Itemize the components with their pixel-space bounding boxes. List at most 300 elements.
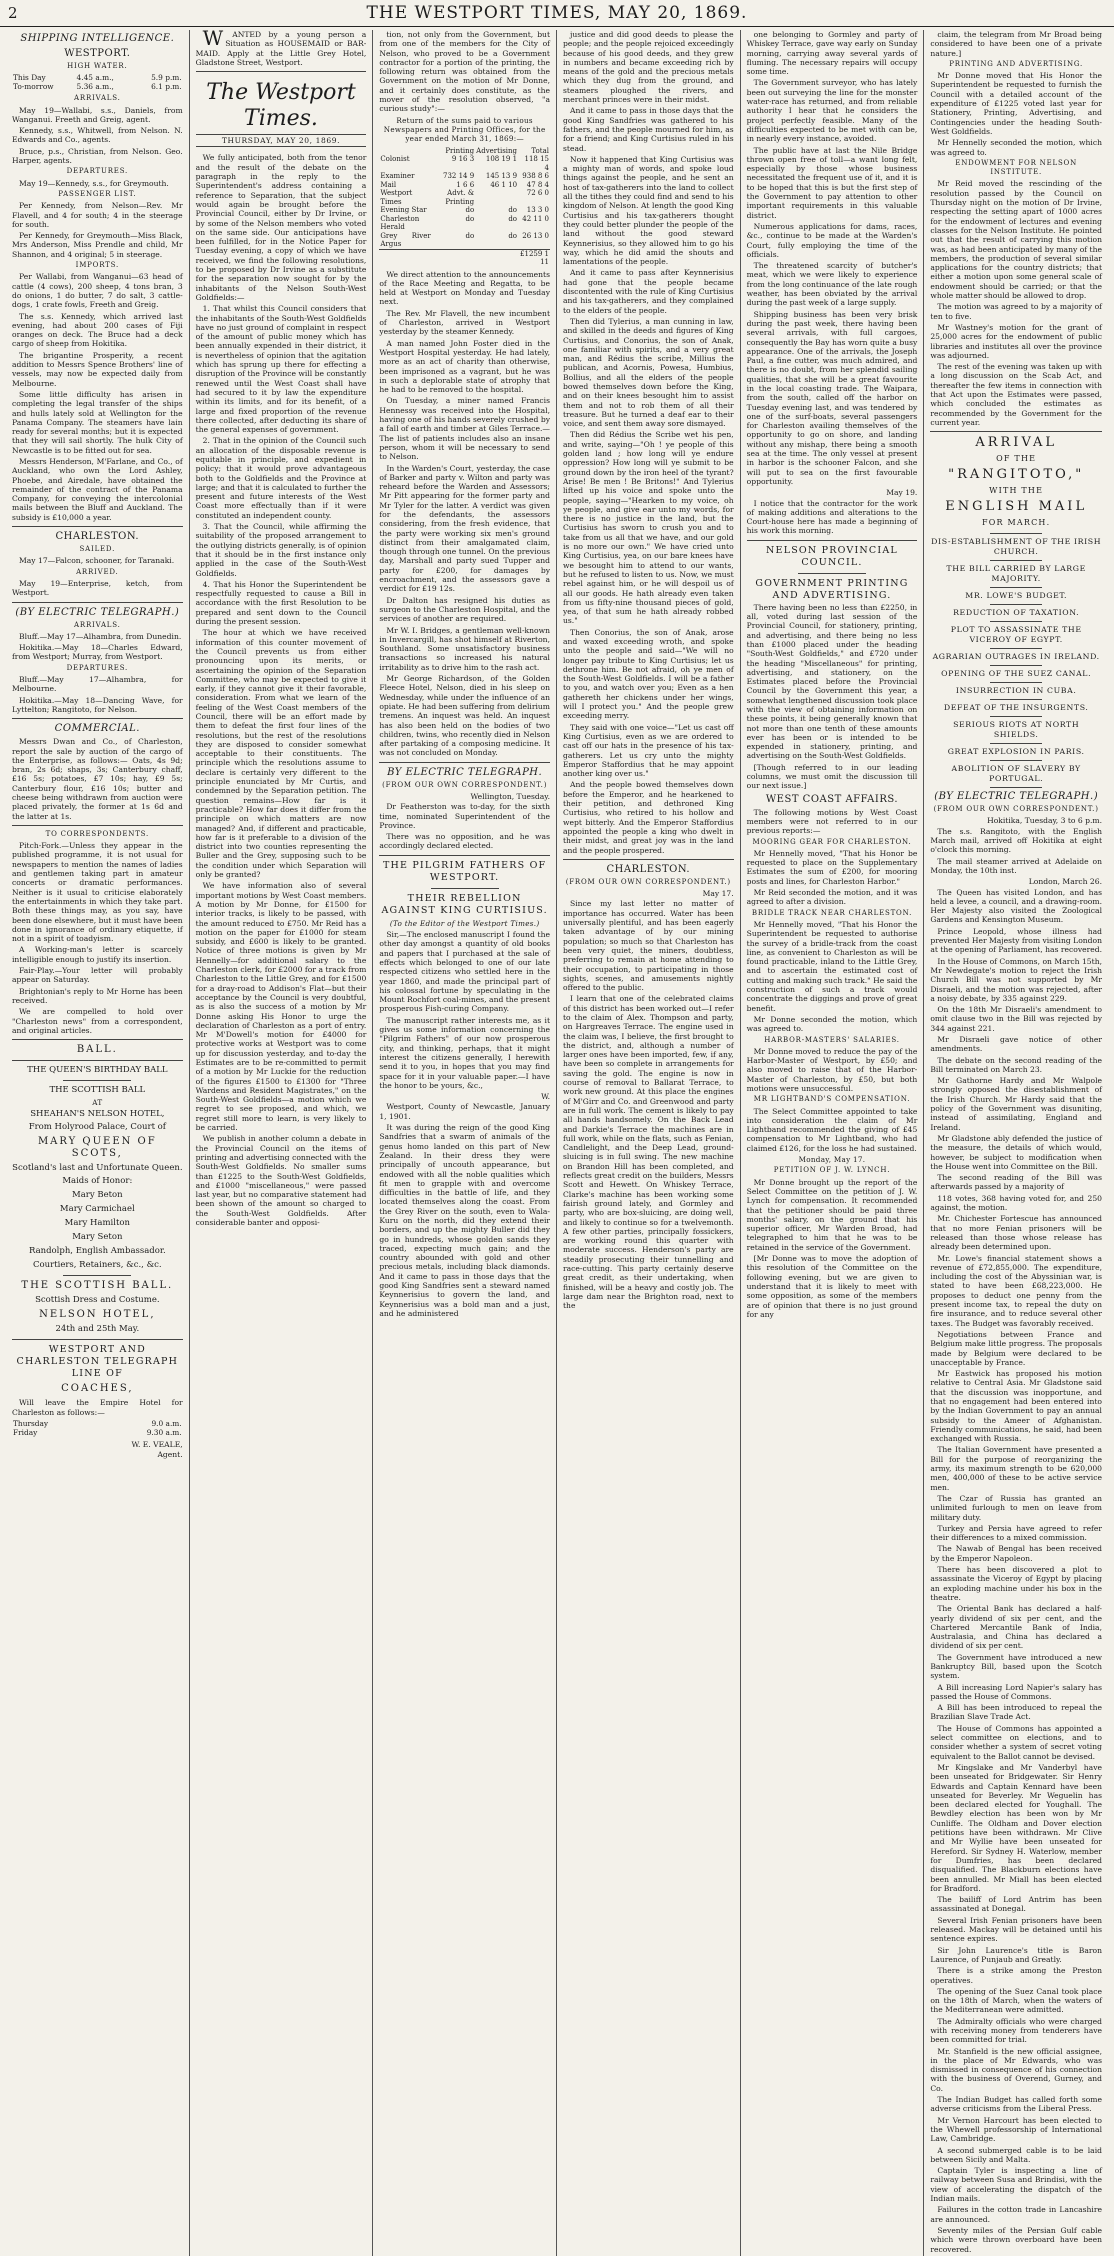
mail-para: The Queen has visited London, and has held a levee, a council, and a drawing-room. Her Majesty also visited the Zoological Gardens and Kensington Museum. <box>930 887 1102 925</box>
council-para: Mr Hennelly moved, "That his Honor the Superintendent be requested to authorise the survey of a bridle-track from the coast line, as convenient to Charleston as will be found practicable, inland to the Little Grey, and to ascertain the estimated cost of cutting and making such track." He said the construction of such a track would concentrate the diggings and prove of great benefit. <box>746 919 918 1013</box>
table-cell: 26 13 0 <box>522 231 549 240</box>
maid-name: Mary Carmichael <box>59 1204 135 1215</box>
table-total: £1259 1 11 <box>518 249 550 267</box>
arrival-heading: ARRIVAL <box>975 435 1057 451</box>
news-headline: MR. LOWE'S BUDGET. <box>965 591 1068 601</box>
table-row <box>379 206 550 215</box>
mail-para: The s.s. Rangitoto, with the English March mail, arrived off Hokitika at eight o'clock this morning. <box>930 826 1102 855</box>
news-headline: REDUCTION OF TAXATION. <box>953 608 1080 618</box>
council-para: The Select Committee appointed to take into consideration the claim of Mr Lightband recommended the giving of £45 compensation to Mr Lightband, who had claimed £126, for the loss he had sustained. <box>746 1106 918 1153</box>
import-item: The s.s. Kennedy, which arrived last evening, had about 200 cases of Fiji oranges on deck. The Bruce had a deck cargo of sheep from Hokitika. <box>12 311 183 349</box>
council-para: Mr Donne seconded the motion, which was agreed to. <box>746 1014 918 1034</box>
table-cell: 108 19 1 <box>485 155 518 164</box>
news-para: Mr W. I. Bridges, a gentleman well-known in Invercargill, has shot himself at Riverton, Southland. Some unsatisfactory business transactions so increased his natural irritability as to drive him to the rash act. <box>379 625 550 672</box>
table-row <box>379 155 550 172</box>
council-para: [Mr Donne was to move the adoption of this resolution of the Committee on the following evening, but we are given to understand that it is likely to meet with some opposition, as some of the members are of opinion that there is no just ground for any <box>746 1254 918 1319</box>
departures-heading: DEPARTURES. <box>66 167 129 176</box>
news-headline: GREAT EXPLOSION IN PARIS. <box>947 747 1085 757</box>
council-para: Mr Reid seconded the motion, and it was agreed to after a division. <box>746 888 918 907</box>
table-cell: 9 16 3 <box>451 155 475 164</box>
telegraph-place: Hokitika, Tuesday, 3 to 6 p.m. <box>987 816 1102 826</box>
scottish-dress: Scottish Dress and Costume. <box>35 1295 160 1306</box>
correspondents-heading: TO CORRESPONDENTS. <box>45 829 150 838</box>
editorial-para: We have information also of several important motions by West Coast members. A motion by Mr Donne, for £1500 for interior tracks, is likely to be passed, with the amount reduced to £750. Mr Reid has a motion on the paper for £1000 for steam subsidy, and £600 is likely to be granted. Notice of three motions is given by Mr Hennelly—for additional salary to the Charleston clerk, for £2000 for a track from Charleston to the Little Grey, and for £1500 for a dray-road to Addison's Flat—but their acceptance by the Council is very doubtful, as is also the success of a motion by Mr Donne asking His Honor to urge the declaration of Charleston as a port of entry. Mr M'Dowell's motion for £4000 for protective works at Westport was to come up for discussion yesterday, and to-day the Estimates are to be re-committed to permit of a motion by Mr Luckie for the reduction of the figures £1500 to £1300 for "Three Wardens and Resident Magistrates," on the South-West Goldfields—a motion which we regret to see proposed, and which, we regret still more to learn, is very likely to be carried. <box>195 881 367 1133</box>
mail-para: The Czar of Russia has granted an unlimited furlough to men on leave from military duty. <box>930 1493 1102 1522</box>
rebellion-heading: THEIR REBELLION AGAINST KING CURTISIUS. <box>381 892 548 916</box>
divider <box>563 859 734 860</box>
news-headline: PLOT TO ASSASSINATE THE VICEROY OF EGYPT. <box>950 625 1082 645</box>
commercial-heading: COMMERCIAL. <box>54 723 140 735</box>
table-cell: 938 8 6 <box>522 172 549 181</box>
table-cell: do <box>465 214 475 223</box>
editorial-para: 2. That in the opinion of the Council such an allocation of the disposable revenue is equitable in principle, and expedient in policy; that it would prove advantageous both to the Goldfields and the Province at large; and that it is calculated to further the present and future interests of the West Coast more effectually than if it were constituted an independent county. <box>195 436 367 520</box>
table-cell: Charleston Herald <box>380 214 420 232</box>
news-headline: AGRARIAN OUTRAGES IN IRELAND. <box>932 652 1100 662</box>
table-cell: do <box>465 206 475 215</box>
charleston-para: The public have at last the Nile Bridge thrown open free of toll—a want long felt, especially by those whose business necessitated the frequent use of it, and it is to be hoped that this is but the first step of the Government to pay attention to other important requirements in this valuable district. <box>746 145 918 220</box>
manuscript-para: It was during the reign of the good King Sandfries that a swarm of animals of the genus homo landed on this part of New Zealand. In their dress they were principally of uncouth appearance, but endowed with all the noble qualities which fit men to grapple with and overcome difficulties in the battle of life, and they located themselves along the coast. From the Grey River on the south, even to Wala-Kuru on the north, did they extend their borders, and up the mighty Buller did they go in hundreds, whose golden sands they traced, expecting much gain; and the country abounded with gold and other precious metals, including black diamonds. And it came to pass in those days that the good King Sandfries sent a steward named Keynnerisius to govern the land, and Keynnerisius was a bold man and a just, and he administered <box>379 1123 550 1318</box>
mail-para: The Italian Government have presented a Bill for the purpose of reorganizing the army, its maximum strength to be 620,000 men, 400,000 of these to be active service men. <box>930 1445 1102 1492</box>
harbor-heading: HARBOR-MASTERS' SALARIES. <box>764 1035 900 1044</box>
editorial-para: We publish in another column a debate in the Provincial Council on the items of printing and advertising connected with the South-West Goldfields. No smaller sums than £1225 to the South-West Goldfields, and £1000 "miscellaneous," were passed last year, but no comparative statement had been shown of the amount so charged to the South-West Goldfields. After considerable banter and opposi- <box>195 1134 367 1228</box>
maids-heading: Maids of Honor: <box>62 1176 133 1187</box>
divider <box>990 648 1042 649</box>
tel-departures-heading: DEPARTURES. <box>66 663 129 672</box>
schedule-day: Friday <box>13 1427 38 1437</box>
mail-para: The Admiralty officials who were charged with receiving money from tenderers have been committed for trial. <box>930 2016 1102 2045</box>
mail-para: Mr Disraeli gave notice of other amendments. <box>930 1035 1102 1054</box>
divider <box>379 762 550 763</box>
at-text: AT <box>92 1098 103 1108</box>
mail-para: The Oriental Bank has declared a half-yearly dividend of six per cent, and the Chartered Mercantile Bank of India, Australasia, and China has declared a dividend of six per cent. <box>930 1604 1102 1651</box>
council-para: Mr Reid moved the rescinding of the resolution passed by the Council on Thursday night on the motion of Dr Irvine, respecting the setting apart of 1000 acres for the endowment of lectures and evening classes for the Nelson Institute. He pointed out that the result of carrying this motion was, as had been anticipated by many of the members, the production of several similar applications for the country districts; that either a motion upon some general scale of endowment should be carried; or that the whole matter should be allowed to drop. <box>930 179 1102 301</box>
mail-para: A Bill has been introduced to repeal the Brazilian Slave Trade Act. <box>930 1703 1102 1722</box>
mail-para: The bailiff of Lord Antrim has been assassinated at Donegal. <box>930 1895 1102 1914</box>
schedule-time: 9.0 a.m. <box>151 1419 182 1429</box>
arrivals-heading: ARRIVALS. <box>74 94 121 103</box>
divider <box>990 699 1042 700</box>
page-columns <box>6 26 1108 2254</box>
mail-para: Negotiations between France and Belgium make little progress. The proposals made by Belgium were declared to be unacceptable by France. <box>930 1329 1102 1367</box>
council-para: Mr Hennelly seconded the motion, which was agreed to. <box>930 138 1102 157</box>
telegraph-heading: (BY ELECTRIC TELEGRAPH.) <box>934 791 1099 803</box>
manuscript-para: justice and did good deeds to please the people; and the people rejoiced exceedingly because of his good deeds, and they grew in numbers and became exceeding rich by means of the gold and the precious metals which they dug from the ground, and steamers ploughed the rivers, and merchant princes were in their midst. <box>563 30 734 105</box>
mary-queen: MARY QUEEN OF SCOTS, <box>37 1136 157 1160</box>
correspondent-note: A Working-man's letter is scarcely intelligible enough to justify its insertion. <box>12 945 183 964</box>
mail-para: 118 votes, 368 having voted for, and 250 against, the motion. <box>930 1193 1102 1213</box>
tel-arrival-item: Bluff.—May 17—Alhambra, from Dunedin. <box>19 631 182 641</box>
table-cell: Advt. & Printing <box>445 189 475 206</box>
divider <box>990 604 1042 605</box>
arrived-item: May 19—Enterprise, ketch, from Westport. <box>12 578 183 598</box>
news-para: Dr Dalton has resigned his duties as surgeon to the Charleston Hospital, and the services of another are required. <box>379 595 550 624</box>
mail-para: In the House of Commons, on March 15th, Mr Newdegate's motion to reject the Irish Church Bill was not supported by Mr Disraeli, and the motion was rejected, after a noisy debate, by 335 against 229. <box>930 956 1102 1003</box>
mail-para: On the 18th Mr Disraeli's amendment to omit clause two in the Bill was rejected by 344 against 221. <box>930 1005 1102 1033</box>
divider <box>990 621 1042 622</box>
westport-heading: WESTPORT. <box>64 48 131 59</box>
passenger-item: Per Kennedy, from Nelson—Rev. Mr Flavell, and 4 for south; 4 in the steerage for south. <box>12 201 183 229</box>
divider <box>63 1275 131 1276</box>
mail-para: Turkey and Persia have agreed to refer their differences to a mixed commission. <box>930 1523 1102 1543</box>
news-para: In the Warden's Court, yesterday, the case of Barker and party v. Wilton and party was reheard before the Warden and Assessors; Mr Pitt appearing for the former party and Mr Tyler for the latter. A verdict was given for the defendants, the assessors considering, from the fresh evidence, that the party were working six men's ground distinct from their amalgamated claim, though through one tunnel. On the previous day, Marshall and party sued Tupper and party for £200, for damages by encroachment, and the assessors gave a verdict for £19 12s. <box>379 463 550 594</box>
news-para: On Tuesday, a miner named Francis Hennessy was received into the Hospital, having one of his hands severely crushed by a fall of earth and timber at Giles Terrace.—The list of patients includes also an insane person, whom it will be necessary to send to Nelson. <box>379 396 550 462</box>
telegraph-place: Wellington, Tuesday. <box>470 792 550 801</box>
news-headline: SERIOUS RIOTS AT NORTH SHIELDS. <box>953 720 1080 740</box>
mail-para: Mr. Chichester Fortescue has announced that no more Fenian prisoners will be released than those whose release has already been determined upon. <box>930 1214 1102 1252</box>
news-headline: THE BILL CARRIED BY LARGE MAJORITY. <box>946 564 1086 584</box>
correspondent-note: We are compelled to hold over "Charleston news" from a correspondent, and original articles. <box>12 1007 183 1035</box>
divider <box>990 665 1042 666</box>
charleston-para: The Government surveyor, who has lately been out surveying the line for the monster water-race has returned, and from reliable authority I hear that he considers the project perfectly feasible. Many of the difficulties expected to be met with can be, in nearly every instance, avoided. <box>746 78 918 144</box>
table-cell: do <box>508 214 518 223</box>
mail-para: The opening of the Suez Canal took place on the 18th of March, when the waters of the Mediterranean were admitted. <box>930 1986 1102 2015</box>
council-para: Mr Donne moved to reduce the pay of the Harbor-Master of Westport, by £50; and also moved to raise that of the Harbor-Master of Charleston, by £50, but both motions were unsuccessful. <box>746 1046 918 1093</box>
coach-heading: WESTPORT AND CHARLESTON TELEGRAPH LINE OF <box>16 1344 179 1380</box>
news-para: The Rev. Mr Flavell, the new incumbent of Charleston, arrived in Westport yesterday by the steamer Kennedy. <box>379 308 550 337</box>
passenger-list-heading: PASSENGER LIST. <box>58 189 137 198</box>
schedule-time: 9.30 a.m. <box>146 1427 182 1437</box>
coach-schedule <box>12 1420 183 1437</box>
divider <box>12 1339 183 1340</box>
letter-para: The manuscript rather interests me, as it gives us some information concerning the "Pilgrim Fathers" of our now prosperous city, and thinking, perhaps, that it might interest the citizens generally, I herewith send it to you, in hopes that you may find space for it in your valuable paper.—I have the honor to be yours, &c., <box>379 1015 550 1090</box>
letter-place: Westport, County of Newcastle, January 1, 1901. <box>379 1102 550 1121</box>
mail-para: The Indian Budget has called forth some adverse criticisms from the Liberal Press. <box>930 2095 1102 2114</box>
mail-para: The Government have introduced a new Bankruptcy Bill, based upon the Scotch system. <box>930 1652 1102 1681</box>
table-row <box>379 181 550 190</box>
arrival-item: Kennedy, s.s., Whitwell, from Nelson. N. Edwards and Co., agents. <box>12 126 183 145</box>
arrival-with: WITH THE <box>989 486 1044 496</box>
divider <box>196 71 367 72</box>
divider <box>431 888 499 889</box>
divider <box>12 718 183 719</box>
divider <box>990 716 1042 717</box>
manuscript-para: And the people bowed themselves down before the Emperor, and he hearkened to their petition, and dethroned King Curtisius, who retired to his hollow and wept bitterly. And the Emperor Staffordius appointed the people a king who dwelt in their midst, and great joy was in the land and the people prospered. <box>563 780 734 855</box>
import-item: Per Wallabi, from Wanganui—63 head of cattle (4 cows), 200 sheep, 4 tons bran, 3 do onions, 1 do butter, 7 do salt, 3 cattle-dogs, 1 crate fowls, Freeth and Greig. <box>12 272 183 310</box>
table-cell: do <box>508 206 518 215</box>
mail-month: FOR MARCH. <box>982 518 1051 528</box>
endowment-heading: ENDOWMENT FOR NELSON INSTITUTE. <box>955 158 1078 177</box>
hotel-name: SHEAHAN'S NELSON HOTEL, <box>30 1109 165 1120</box>
petition-heading: PETITION OF J. W. LYNCH. <box>773 1166 891 1175</box>
manuscript-para: Now it happened that King Curtisius was a mighty man of words, and spoke loud things against the people, and he sent an host of tax-gatherers into the land to collect all the tithes they could find and send to his kingdom of Nelson. At length the good King Curtisius and his tax-gatherers thought they could better plunder the people of the land without the good steward Keynnerisius, so they allowed him to go his way, which he did amid the shouts and lamentations of the people. <box>563 154 734 267</box>
scottish-ball-2: THE SCOTTISH BALL. <box>21 1280 174 1292</box>
table-row <box>379 215 550 232</box>
table-header-cell <box>379 147 431 156</box>
mail-name: ENGLISH MAIL <box>945 499 1088 515</box>
charleston-para: one belonging to Gormley and party of Whiskey Terrace, gave way early on Sunday morning, carrying away several yards of fluming. The necessary repairs will occupy some time. <box>746 30 918 77</box>
divider <box>379 855 550 856</box>
maid-name: Mary Beton <box>72 1190 123 1201</box>
table-cell: 732 14 9 <box>443 172 475 181</box>
tide-row <box>12 83 183 92</box>
import-item: The brigantine Prosperity, a recent addition to Messrs Spence Brothers' line of vessels, may now be expected daily from Melbourne. <box>12 350 183 388</box>
editor-line: (To the Editor of the Westport Times.) <box>389 918 540 928</box>
arrival-item: Bruce, p.s., Christian, from Nelson. Geo. Harper, agents. <box>12 146 183 166</box>
charleston-heading: CHARLESTON. <box>606 863 691 875</box>
coaches-word: COACHES, <box>61 1383 134 1395</box>
mail-para: A second submerged cable is to be laid between Sicily and Malta. <box>930 2145 1102 2164</box>
mail-para: Failures in the cotton trade in Lancashire are announced. <box>930 2205 1102 2224</box>
mail-para: Captain Tyler is inspecting a line of railway between Susa and Brindisi, with the view of accelerating the dispatch of the Indian mails. <box>930 2166 1102 2204</box>
manuscript-para: Then Conorius, the son of Anak, arose and waxed exceeding wroth, and spoke unto the people and said—"We will no longer pay tribute to King Curtisius; let us dethrone him. Be not afraid, oh ye men of the South-West Goldfields. I will be a father to you, and watch over you; Even as a hen gathereth her chickens under her wings, will I protect you." And the people grew exceeding merry. <box>563 627 734 721</box>
ship-name: "RANGITOTO," <box>948 467 1085 483</box>
tide-table <box>12 74 183 91</box>
scottish-ball: THE SCOTTISH BALL <box>49 1085 146 1096</box>
table-total-row <box>379 249 550 267</box>
editorial-para: 1. That whilst this Council considers that the inhabitants of the South-West Goldfields have no just ground of complaint in respect of the amount of public money which has been annually expended in their district, it is nevertheless of opinion that the agitation which has sprung up there for effecting a disruption of the Province will be constantly renewed until the West Coast shall have had secured to it by law the expenditure within its limits, and for its benefit, of a large and fixed proportion of the revenue there collected, after deducting its share of the general expenses of government. <box>195 304 367 435</box>
council-para: Mr Donne brought up the report of the Select Committee on the petition of J. W. Lynch for compensation. It recommended that the petitioner should be paid three months' salary, on the ground that his superior officer, Mr Warden Broad, had telegraphed to him that he was to be retained in the service of the Government. <box>746 1177 918 1252</box>
divider <box>990 760 1042 761</box>
mary-subtitle: Scotland's last and Unfortunate Queen. <box>12 1163 183 1174</box>
correspondent-note: Fair-Play.—Your letter will probably appear on Saturday. <box>12 966 183 985</box>
table-header-cell: Total <box>531 146 549 155</box>
divider <box>12 602 183 603</box>
column-6 <box>924 30 1108 2256</box>
queens-ball: THE QUEEN'S BIRTHDAY BALL <box>27 1065 168 1076</box>
gov-printing-heading: GOVERNMENT PRINTING AND ADVERTISING. <box>755 577 909 601</box>
council-para: The rest of the evening was taken up with a long discussion on the Scab Act, and thereafter the few items in connection with that Act upon the Estimates were passed, which concluded the estimates as recommended by the Government for the current year. <box>930 362 1102 427</box>
letter-para: Sir,—The enclosed manuscript I found the other day amongst a quantity of old books and papers that I purchased at the sale of effects which belonged to one of our late respected citizens who settled here in the year 1860, and made the principal part of his colossal fortune by speculating in the Mount Rochfort coal-mines, and the present prosperous Fish-curing Company. <box>379 930 550 1014</box>
mail-para: There has been discovered a plot to assassinate the Viceroy of Egypt by placing an exploding machine under his box in the theatre. <box>930 1565 1102 1602</box>
ball-dates: 24th and 25th May. <box>55 1324 140 1335</box>
divider <box>930 431 1102 432</box>
divider <box>12 526 183 527</box>
west-coast-heading: WEST COAST AFFAIRS. <box>765 793 899 805</box>
table-cell: Colonist <box>380 155 410 164</box>
table-cell: Westport Times <box>380 189 413 206</box>
page-number: 2 <box>8 4 18 22</box>
column-5 <box>741 30 925 2256</box>
table-cell: Mail <box>380 180 397 189</box>
commercial-text: Messrs Dwan and Co., of Charleston, report the sale by auction of the cargo of the Enterprise, as follows:— Oats, 4s 9d; bran, 2s 6d; shaps, 3s; Canterbury chaff, £16 5s; potatoes, £7 10s; hay, £9 5s; Canterbury flour, £16 10s; butter and cheese being withdrawn from auction were placed privately, the former at 1s 6d and the latter at 1s. <box>12 737 183 821</box>
column-2 <box>190 26 374 2256</box>
council-para: There having been no less than £2250, in all, voted during last session of the Provincial Council, for stationery, printing, and advertising, and there being no less than £1000 placed under the heading "South-West Goldfields," and £720 under the heading "Miscellaneous" for printing, advertising, and stationery, on the Estimates placed before the Provincial Council by the Government this year, a somewhat lengthened discussion took place with the view of obtaining information on these points, it being generally known that not more than one tenth of these amounts ever has been or is intended to be expended in stationery, printing, and advertising on the South-West Goldfields. <box>746 602 918 761</box>
divider <box>747 540 918 541</box>
bridle-heading: BRIDLE TRACK NEAR CHARLESTON. <box>751 908 913 917</box>
news-headline: ABOLITION OF SLAVERY BY PORTUGAL. <box>951 764 1081 784</box>
coach-text: Will leave the Empire Hotel for Charleston as follows:— <box>12 1398 183 1417</box>
correspondent-note: Brightonian's reply to Mr Horne has been received. <box>12 986 183 1005</box>
manuscript-para: And it came to pass after Keynnerisius had gone that the people became discontented with the rule of King Curtisius and his tax-gatherers, and they complained to the elders of the people. <box>563 268 734 315</box>
table-cell <box>475 189 518 206</box>
tel-arrivals-heading: ARRIVALS. <box>74 620 121 629</box>
dateline: May 19. <box>886 488 918 498</box>
table-cell: 42 11 0 <box>522 214 549 223</box>
table-cell: 13 3 0 <box>526 206 549 215</box>
column-4 <box>557 30 741 2256</box>
coach-agent: W. E. VEALE, <box>131 1440 183 1450</box>
council-para: [Though referred to in our leading columns, we must omit the discussion till our next issue.] <box>746 762 918 791</box>
divider <box>12 1039 183 1040</box>
mail-para: Sir John Laurence's title is Baron Laurence, of Punjaub and Greatly. <box>930 1945 1102 1964</box>
lightband-heading: MR LIGHTBAND'S COMPENSATION. <box>753 1095 911 1104</box>
table-cell: 46 1 10 <box>490 180 518 189</box>
news-headline: DEFEAT OF THE INSURGENTS. <box>943 703 1089 713</box>
editorial-para: The hour at which we have received information of this counter movement of the Council prevents us from either pronouncing upon its merits, or ascertaining the opinion of the Separation Committee, who may be expected to give it early, if they cannot give it their favorable, consideration. From what we learn of the feeling of the West Coast members of the Council, there will be an effort made by them to defeat the first four lines of the resolutions, but the rest of the resolutions they are disposed to consider somewhat acceptable to their constituents. The principle which the resolutions assume to declare is certainly very different to the principle enunciated by Mr Curtis, and condemned by the Separation petition. The question remains—How far is it practicable? How far does it differ from the principle on which matters are now managed? And, if different and practicable, how far is it preferable to a division of the district into two counties representing the Buller and the Grey, supposing such to be the condition under which Separation will only be granted? <box>195 628 367 880</box>
correspondent-subheading: (FROM OUR OWN CORRESPONDENT.) <box>565 877 731 886</box>
editorial-para: 4. That his Honor the Superintendent be respectfully requested to cause a Bill in accordance with the first Resolution to be prepared and sent down to the Council during the present session. <box>195 579 367 627</box>
newspaper-title: THE WESTPORT TIMES, MAY 20, 1869. <box>366 3 748 23</box>
pilgrim-heading: THE PILGRIM FATHERS OF WESTPORT. <box>382 859 547 883</box>
departure-item: May 19—Kennedy, s.s., for Greymouth. <box>19 178 169 188</box>
tide-day: This Day <box>13 73 46 83</box>
table-row <box>379 172 550 181</box>
news-para: Mr George Richardson, of the Golden Fleece Hotel, Nelson, died in his sleep on Wednesday, while under the influence of an opiate. He had been suffering from delirium tremens. An inquest was held. An inquest has also been held on the bodies of two children, twins, who recently died in Nelson after partaking of a composing medicine. It was not concluded on Monday. <box>379 674 550 758</box>
tide-day: To-morrow <box>13 81 54 91</box>
council-para: Mr Wastney's motion for the grant of 25,000 acres for the endowment of public libraries and institutes all over the province was adjourned. <box>930 322 1102 360</box>
divider <box>990 682 1042 683</box>
table-cell: 118 15 4 <box>524 155 549 172</box>
mail-para: The mail steamer arrived at Adelaide on Monday, the 10th inst. <box>930 856 1102 875</box>
correspondent-note: Pitch-Fork.—Unless they appear in the published programme, it is not usual for newspapers to mention the names of ladies and gentlemen taking part in amateur concerts or dramatic performances. Neither is it usual to criticise elaborately the entertainments in which they take part. Both these things may, as you say, have been done elsewhere, but it must have been done in ignorance of ordinary etiquette, if not in a spirit of toadyism. <box>12 841 183 944</box>
news-headline: DIS-ESTABLISHMENT OF THE IRISH CHURCH. <box>931 537 1102 557</box>
import-item: Some little difficulty has arisen in completing the legal transfer of the ships and hulls lately sold at Wellington for the Panama Company. The steamers have lain ready for several months; but it is expected that they will sail shortly. The hulk City of Newcastle is to be fitted out for sea. <box>12 389 183 455</box>
passenger-item: Per Kennedy, for Greymouth—Miss Black, Mrs Anderson, Miss Prendle and child, Mr Shannon, and 4 original; 5 in steerage. <box>12 231 183 259</box>
charleston-para: Since my last letter no matter of importance has occurred. Water has been universally plentiful, and has been eagerly taken advantage of by our mining population; so much so that Charleston has been very quiet, the miners, doubtless, preferring to remain at home attending to their occupation, to participating in those sights, scenes, and amusements nightly offered to the public. <box>563 899 734 993</box>
tide-am: 5.36 a.m., <box>76 81 114 91</box>
council-para: claim, the telegram from Mr Broad being considered to have been one of a private nature.] <box>930 30 1102 58</box>
editorial-para: 3. That the Council, while affirming the suitability of the proposed arrangement to the outlying districts generally, is of opinion that it should be in the first instance only applied in the case of the South-West Goldfields. <box>195 522 367 578</box>
ball-heading: BALL. <box>76 1044 118 1056</box>
telegraph-para: There was no opposition, and he was accordingly declared elected. <box>379 832 550 851</box>
mail-para: Mr Eastwick has proposed his motion relative to Central Asia. Mr Gladstone said that the discussion was inopportune, and that no engagement had been entered into by the Indian Government to pay an annual subsidy to the Ameer of Afghanistan. Friendly communications, he said, had been exchanged with Russia. <box>930 1369 1102 1444</box>
paper-title: The Westport Times. <box>206 80 356 132</box>
nelson-hotel: NELSON HOTEL, <box>39 1309 156 1321</box>
mail-para: The debate on the second reading of the Bill terminated on March 23. <box>930 1055 1102 1074</box>
randolph-line: Randolph, English Ambassador. <box>28 1246 166 1257</box>
divider <box>990 533 1042 534</box>
agent-label: Agent. <box>157 1450 183 1460</box>
masthead <box>0 0 1114 27</box>
arrived-heading: ARRIVED. <box>76 567 119 576</box>
mail-para: The House of Commons has appointed a select committee on elections, and to consider whether a system of secret voting equivalent to the Ballot cannot be devised. <box>930 1723 1102 1761</box>
news-para: We direct attention to the announcements of the Race Meeting and Regatta, to be held at Westport on Monday and Tuesday next. <box>379 269 550 307</box>
imports-heading: IMPORTS. <box>75 261 120 270</box>
maid-name: Mary Seton <box>72 1232 123 1243</box>
column-1 <box>6 30 190 2256</box>
manuscript-para: Then did Rédius the Scribe wet his pen, and write, saying—"Oh ! ye people of this golden land ; how long will ye endure oppression? How long will ye submit to be ground down by the iron heel of the tyrant? Arise! Be men ! Be Britons!" And Tylerius lifted up his voice and spoke unto the people, saying—"Hearken to my voice, oh ye people, and give ear unto my words, for there is no justice in the land, but the Curtisius has sworn to crush you and to take from us all that we have, and our gold is no more our own." We have cried unto King Curtisius, yea, on our bare knees have we besought him to attend to our wants, but he refused to listen to us. Now, we must rebel against him, or he will despoil us of all our goods. He hath already even taken from us fifty-nine thousand pieces of gold, yea, of that sum he hath already robbed us." <box>563 430 734 626</box>
table-cell: 145 13 9 <box>485 172 518 181</box>
news-headline: OPENING OF THE SUEZ CANAL. <box>941 669 1092 679</box>
maid-name: Mary Hamilton <box>64 1218 130 1229</box>
mail-para: The Nawab of Bengal has been received by the Emperor Napoleon. <box>930 1544 1102 1563</box>
divider <box>12 1060 183 1061</box>
divider <box>798 573 866 574</box>
correspondent-date: May 17. <box>702 889 734 899</box>
table-row <box>379 189 550 206</box>
table-cell: Grey River Argus <box>380 231 431 249</box>
mail-para: Mr. Lowe's financial statement shows a revenue of £72,855,000. The expenditure, including the cost of the Abyssinian war, is stated to have been £68,223,000. He proposes to deduct one penny from the present income tax, to repeal the duty on fire insurance, and to reduce several other taxes. The Budget was favorably received. <box>930 1253 1102 1328</box>
mail-para: The second reading of the Bill was afterwards passed by a majority of <box>930 1173 1102 1192</box>
table-cell: 72 6 0 <box>526 189 549 198</box>
letter-signature: W. <box>541 1092 550 1102</box>
council-heading: NELSON PROVINCIAL COUNCIL. <box>766 544 898 568</box>
schedule-row <box>12 1429 183 1438</box>
divider <box>63 1080 131 1081</box>
tide-pm: 6.1 p.m. <box>151 81 182 91</box>
tel-arrival-item: Hokitika.—May 18—Charles Edward, from Westport; Murray, from Westport. <box>12 643 183 662</box>
mooring-heading: MOORING GEAR FOR CHARLESTON. <box>752 837 912 846</box>
mail-para: Mr Gladstone ably defended the justice of the measure, the details of which would, however, be subject to modification when the House went into Committee on the Bill. <box>930 1133 1102 1171</box>
charleston-para: I learn that one of the celebrated claims of this district has been worked out—I refer to the claim of Alex. Thompson and party, on Hargreaves Terrace. The engine used in the claim was, I believe, the first brought to the district, and, although a number of larger ones have been imported, few, if any, have been so complete in arrangements for saving the gold. The engine is now in course of removal to Ballarat Terrace, to work new ground. At this place the engines of M'Girr and Co. and Greenwood and party are in full work. The cement is likely to pay all hands handsomely. On the Back Lead and Darkie's Terrace the machines are in full work, while on the flats, such as Fenian, Candlelight, and the Deep Lead, ground-sluicing is in full swing. The new machine on Brandon Hill has been completed, and reflects great credit on the builders, Messrs Scott and Hewett. On Whiskey Terrace, Clarke's machine has been working some fairish ground lately, and Gormley and party, who are box-sluicing, are doing well, and likely to continue so for a twelvemonth. A few other parties, principally fossickers, are working round this quarter with moderate success. Henderson's party are steadily prosecuting their tunnelling and race-cutting. This party certainly deserve great credit, as their undertaking, when finished, will be a heavy and costly job. The large dam near the Brighton road, next to the <box>563 994 734 1311</box>
charleston-para: The threatened scarcity of butcher's meat, which we were likely to experience from the long continuance of the late rough weather, has been obviated by the arrival during the past week of a large supply. <box>746 261 918 308</box>
manuscript-para: Then did Tylerius, a man cunning in law, and skilled in the deeds and figures of King Curtisius, and Conorius, the son of Anak, one familiar with spirits, and a very great man, and Rédius the scribe, Millius the publican, and Acornis, Powesa, Humbius, Bollius, and all the elders of the people bowed themselves down before the King, and on their knees besought him to assist them and not to rob them of all their treasure. But he turned a deaf ear to their voice, and sent them away sore dismayed. <box>563 316 734 429</box>
council-para: Mr Hennelly moved, "That his Honor be requested to place on the Supplementary Estimates the sum of £200, for mooring posts and lines, for Charleston Harbor." <box>746 848 918 886</box>
telegraph-subheading: (FROM OUR OWN CORRESPONDENT.) <box>933 805 1099 814</box>
mail-para: Prince Leopold, whose illness had prevented Her Majesty from visiting London at the opening of Parliament, has recovered. <box>930 926 1103 955</box>
mail-para: Several Irish Fenian prisoners have been released. Mackay will be detained until his sentence expires. <box>930 1915 1102 1944</box>
table-row <box>379 232 550 250</box>
schedule-day: Thursday <box>13 1419 49 1429</box>
mail-para: Mr Kingslake and Mr Vanderbyl have been unseated for Bridgewater. Sir Henry Edwards and Captain Kennard have been unseated for Beverley. Mr Weguelin has been declared elected for Youghall. The Bewdley election has been won by Mr Cunliffe. The Oldham and Dover election petitions have been withdrawn. Mr Clive and Mr Wyllie have been unseated for Hereford. Sir Sydney H. Waterlow, member for Dumfries, has been declared disqualified. The Blackburn elections have been annulled. Mr Miall has been elected for Bradford. <box>930 1762 1102 1893</box>
council-para: The motion was agreed to by a majority of ten to five. <box>930 302 1102 321</box>
divider <box>990 787 1042 788</box>
article-para: tion, not only from the Government, but from one of the members for the City of Nelson, who proved to be a Government contractor for a portion of the printing, the following return was obtained from the Government on the motion of Mr Donne, and it certainly does constitute, as the mover of the resolution observed, "a curious study":— <box>379 30 550 114</box>
high-water-heading: HIGH WATER. <box>67 62 128 70</box>
wanted-ad: WANTED by a young person a Situation as HOUSEMAID or BAR-MAID. Apply at the Little Grey Hotel, Gladstone Street, Westport. <box>195 26 367 67</box>
council-para: The following motions by West Coast members were not referred to in our previous reports:— <box>746 807 918 836</box>
divider <box>990 560 1042 561</box>
mail-para: A Bill increasing Lord Napier's salary has passed the House of Commons. <box>930 1682 1102 1701</box>
divider <box>990 587 1042 588</box>
telegraph-heading: BY ELECTRIC TELEGRAPH. <box>387 766 543 778</box>
shipping-heading: SHIPPING INTELLIGENCE. <box>20 33 175 44</box>
council-para: Mr Donne moved that His Honor the Superintendent be requested to furnish the Council with a detailed account of the expenditure of £1225 voted last year for Stationery, Printing, Advertising, and Contingencies under the heading South-West Goldfields. <box>930 71 1102 136</box>
table-cell: do <box>508 231 518 240</box>
charleston-para: I notice that the contractor for the work of making additions and alterations to the Court-house here has made a beginning of his work this morning. <box>746 498 918 536</box>
divider <box>990 743 1042 744</box>
mail-para: There is a strike among the Preston operatives. <box>930 1966 1102 1985</box>
import-item: Messrs Henderson, M'Farlane, and Co., of Auckland, who own the Lord Ashley, Phoebe, and Airedale, have obtained the remainder of the contract of the Panama Company, for conveying the intercolonial mails between the Bluff and Auckland. The subsidy is £10,000 a year. <box>12 456 183 522</box>
table-header <box>379 147 550 156</box>
manuscript-para: And it came to pass in those days that the good King Sandfries was gathered to his fathers, and the people mourned for him, as for a friend; and King Curtisius ruled in his stead. <box>563 106 734 153</box>
table-cell: Examiner <box>380 172 415 181</box>
table-cell: 1 6 6 <box>456 180 475 189</box>
tide-pm: 5.9 p.m. <box>151 73 182 83</box>
mail-para: Mr. Stanfield is the new official assignee, in the place of Mr Edwards, who was dismissed in consequence of his connection with the business of Overend, Gurney, and Co. <box>930 2046 1102 2093</box>
telegraph-heading: (BY ELECTRIC TELEGRAPH.) <box>15 606 180 618</box>
charleston-para: Numerous applications for dams, races, &c., continue to be made at the Warden's Court, fully employing the time of the officials. <box>746 221 918 259</box>
table-cell: Evening Star <box>380 206 427 215</box>
tel-departure-item: Bluff.—May 17—Alhambra, for Melbourne. <box>12 675 183 694</box>
table-cell: do <box>465 231 475 240</box>
table-cell: 47 8 4 <box>526 180 549 189</box>
charleston-heading: CHARLESTON. <box>55 531 140 543</box>
courtiers-line: Courtiers, Retainers, &c., &c. <box>33 1260 162 1271</box>
table-header-cell: Printing <box>445 146 475 155</box>
mail-para: Mr Vernon Harcourt has been elected to the Whewell professorship of International Law, Cambridge. <box>930 2115 1102 2144</box>
tel-departure-item: Hokitika.—May 18—Dancing Wave, for Lyttelton; Rangitoto, for Nelson. <box>12 695 183 714</box>
tide-am: 4.45 a.m., <box>76 73 114 83</box>
sailed-heading: SAILED. <box>79 545 116 554</box>
telegraph-subheading: (FROM OUR OWN CORRESPONDENT.) <box>382 780 548 789</box>
sailed-item: May 17—Falcon, schooner, for Taranaki. <box>19 556 175 566</box>
arrival-item: May 19—Wallabi, s.s., Daniels, from Wanganui. Freeth and Greig, agent. <box>12 105 183 124</box>
charleston-para: Shipping business has been very brisk during the past week, there having been several arrivals, with full cargoes, consequently the Bay has worn quite a busy appearance. One of the arrivals, the Joseph Paul, a fine cutter, was much admired, and there is no doubt, from her splendid sailing qualities, that she will be a great favourite in the local coasting trade. The Waipara, from the south, called off the harbor on Tuesday evening last, and was tendered by one of the surf-boats, several passengers for Charleston availing themselves of the opportunity to go on shore, and landing without any mishap, there being a smooth sea at the time. The only vessel at present in harbor is the schooner Falcon, and she will put to sea on the first favourable opportunity. <box>746 309 918 486</box>
news-headline: INSURRECTION IN CUBA. <box>955 686 1077 696</box>
mail-para: Mr Gathorne Hardy and Mr Walpole strongly opposed the disestablishment of the Irish Church. Mr Hardy said that the policy of the Government was disuniting, instead of assimilating, England and Ireland. <box>930 1076 1102 1132</box>
monday-dateline: Monday, May 17. <box>798 1155 866 1165</box>
telegraph-para: Dr Featherston was to-day, for the sixth time, nominated Superintendent of the Province. <box>379 802 550 830</box>
return-table <box>379 147 550 267</box>
arrival-of: OF THE <box>996 454 1037 464</box>
london-dateline: London, March 26. <box>1028 877 1102 887</box>
table-header-cell: Advertising <box>476 146 518 155</box>
editorial-para: We fully anticipated, both from the tenor and the result of the debate on the paragraph in the reply to the Superintendent's address containing a reference to Separation, that the subject would again be brought before the Provincial Council, either by Dr Irvine, or by some of the Nelson members who voted on the same side. Our anticipations have been fulfilled, for in the Notice Paper for Tuesday evening, a copy of which we have received, we find the following resolutions, to be proposed by Dr Irvine as a substitute for the separation now sought for by the inhabitants of the Nelson South-West Goldfields:— <box>195 153 367 302</box>
news-para: A man named John Foster died in the Westport Hospital yesterday. He had lately, more as an act of charity than otherwise, been imprisoned as a vagrant, but he was in such a deplorable state of atrophy that he had to be removed to the hospital. <box>379 338 550 395</box>
divider <box>12 825 183 826</box>
from-line: From Holyrood Palace, Court of <box>28 1122 166 1133</box>
